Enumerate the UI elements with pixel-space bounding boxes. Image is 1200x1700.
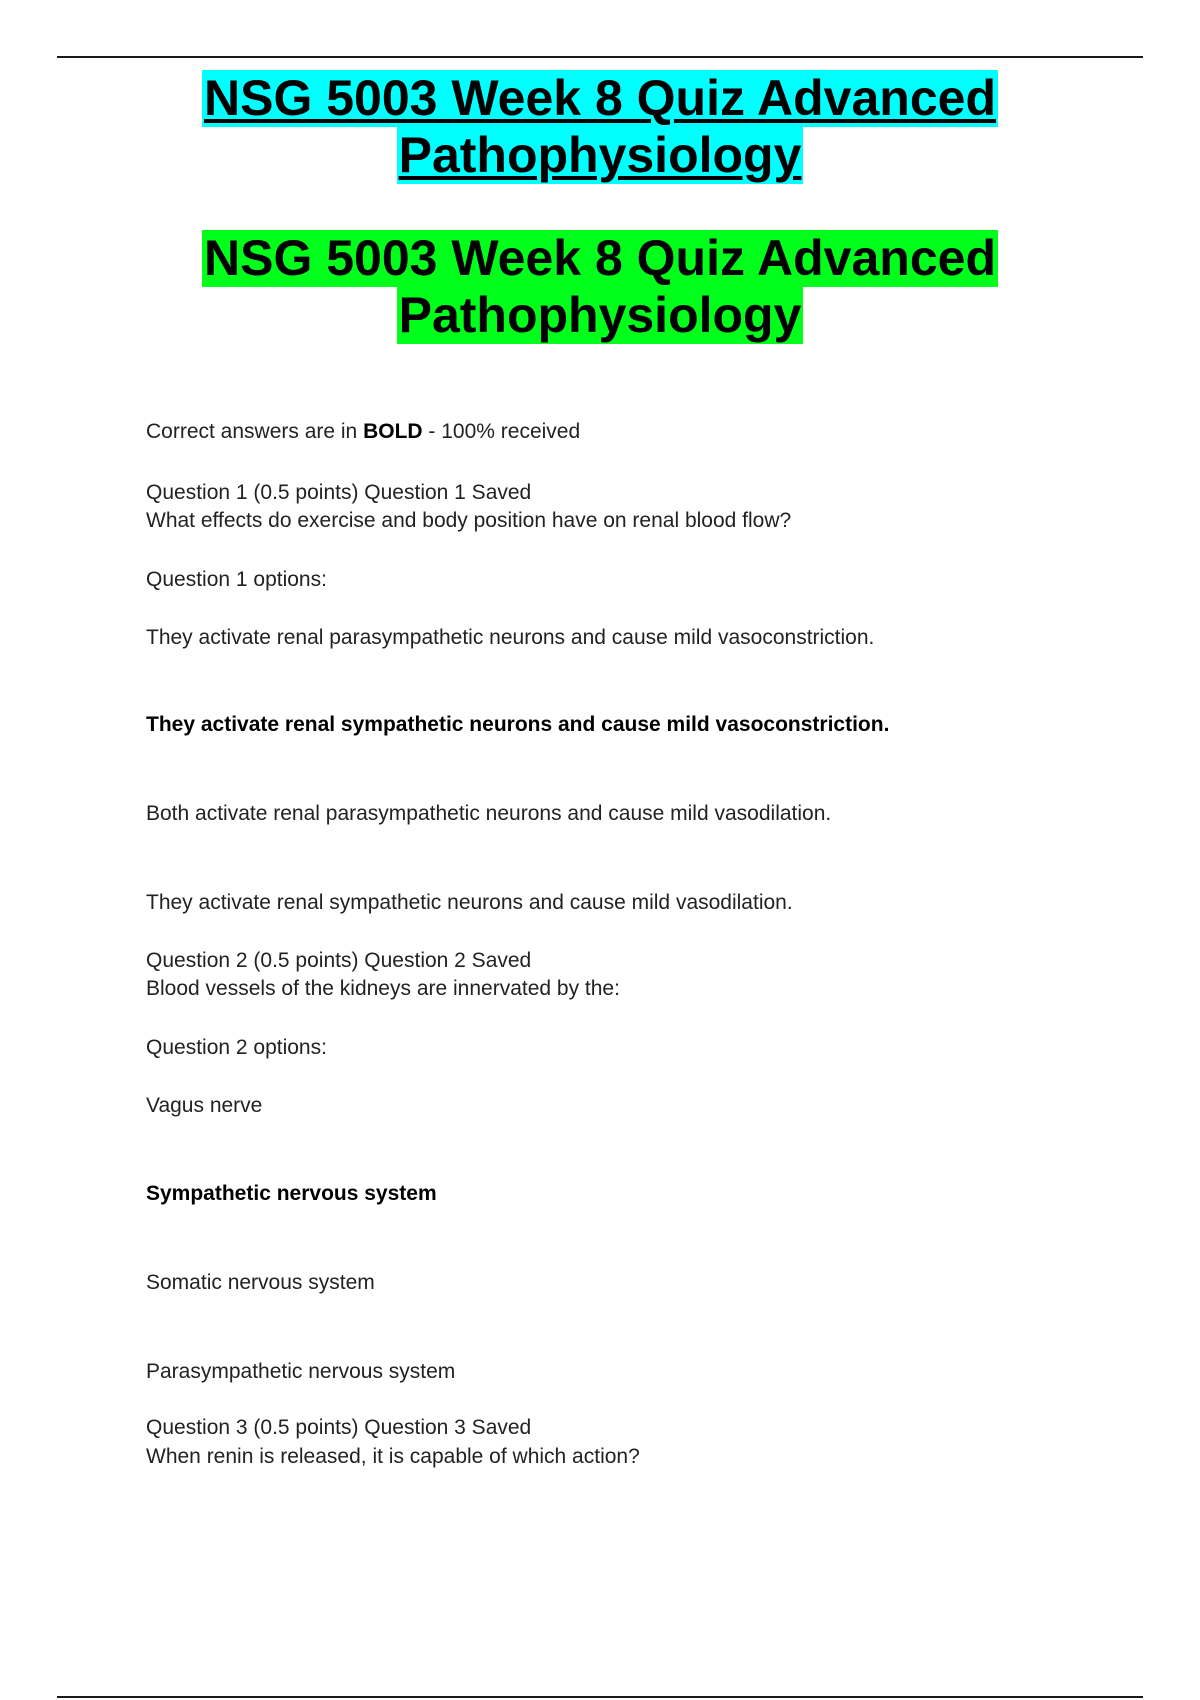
question-2-text: Blood vessels of the kidneys are innervated by the:: [146, 977, 620, 1000]
question-3-header: Question 3 (0.5 points) Question 3 Saved: [146, 1416, 532, 1439]
question-2-option-d: Parasympathetic nervous system: [146, 1360, 456, 1383]
question-1-header: Question 1 (0.5 points) Question 1 Saved: [146, 481, 532, 504]
title-line-2: Pathophysiology: [398, 287, 802, 343]
title-line-2: Pathophysiology: [398, 127, 802, 183]
question-2-option-a: Vagus nerve: [146, 1094, 263, 1117]
title-line-1: NSG 5003 Week 8 Quiz Advanced: [204, 70, 996, 126]
intro-prefix: Correct answers are in: [146, 420, 364, 443]
question-2-option-b-correct: Sympathetic nervous system: [146, 1182, 437, 1205]
top-rule: [57, 56, 1143, 58]
title-highlighted-cyan: [0, 70, 1200, 184]
title-line-1: NSG 5003 Week 8 Quiz Advanced: [204, 230, 996, 286]
question-1-option-c: Both activate renal parasympathetic neurons and cause mild vasodilation.: [146, 802, 832, 825]
question-1-option-a: They activate renal parasympathetic neurons and cause mild vasoconstriction.: [146, 626, 875, 649]
question-1-text: What effects do exercise and body position have on renal blood flow?: [146, 509, 792, 532]
title-highlighted-green: [0, 230, 1200, 344]
question-2-header: Question 2 (0.5 points) Question 2 Saved: [146, 949, 532, 972]
question-2-options-label: Question 2 options:: [146, 1036, 327, 1059]
question-1-option-d: They activate renal sympathetic neurons and cause mild vasodilation.: [146, 891, 793, 914]
question-2-option-c: Somatic nervous system: [146, 1271, 375, 1294]
question-1-options-label: Question 1 options:: [146, 568, 327, 591]
intro-line: [146, 418, 580, 446]
intro-suffix: - 100% received: [422, 420, 581, 443]
intro-bold: BOLD: [363, 420, 423, 443]
question-1-option-b-correct: They activate renal sympathetic neurons and cause mild vasoconstriction.: [146, 713, 890, 736]
question-3-text: When renin is released, it is capable of which action?: [146, 1445, 640, 1468]
bottom-rule: [57, 1696, 1143, 1698]
